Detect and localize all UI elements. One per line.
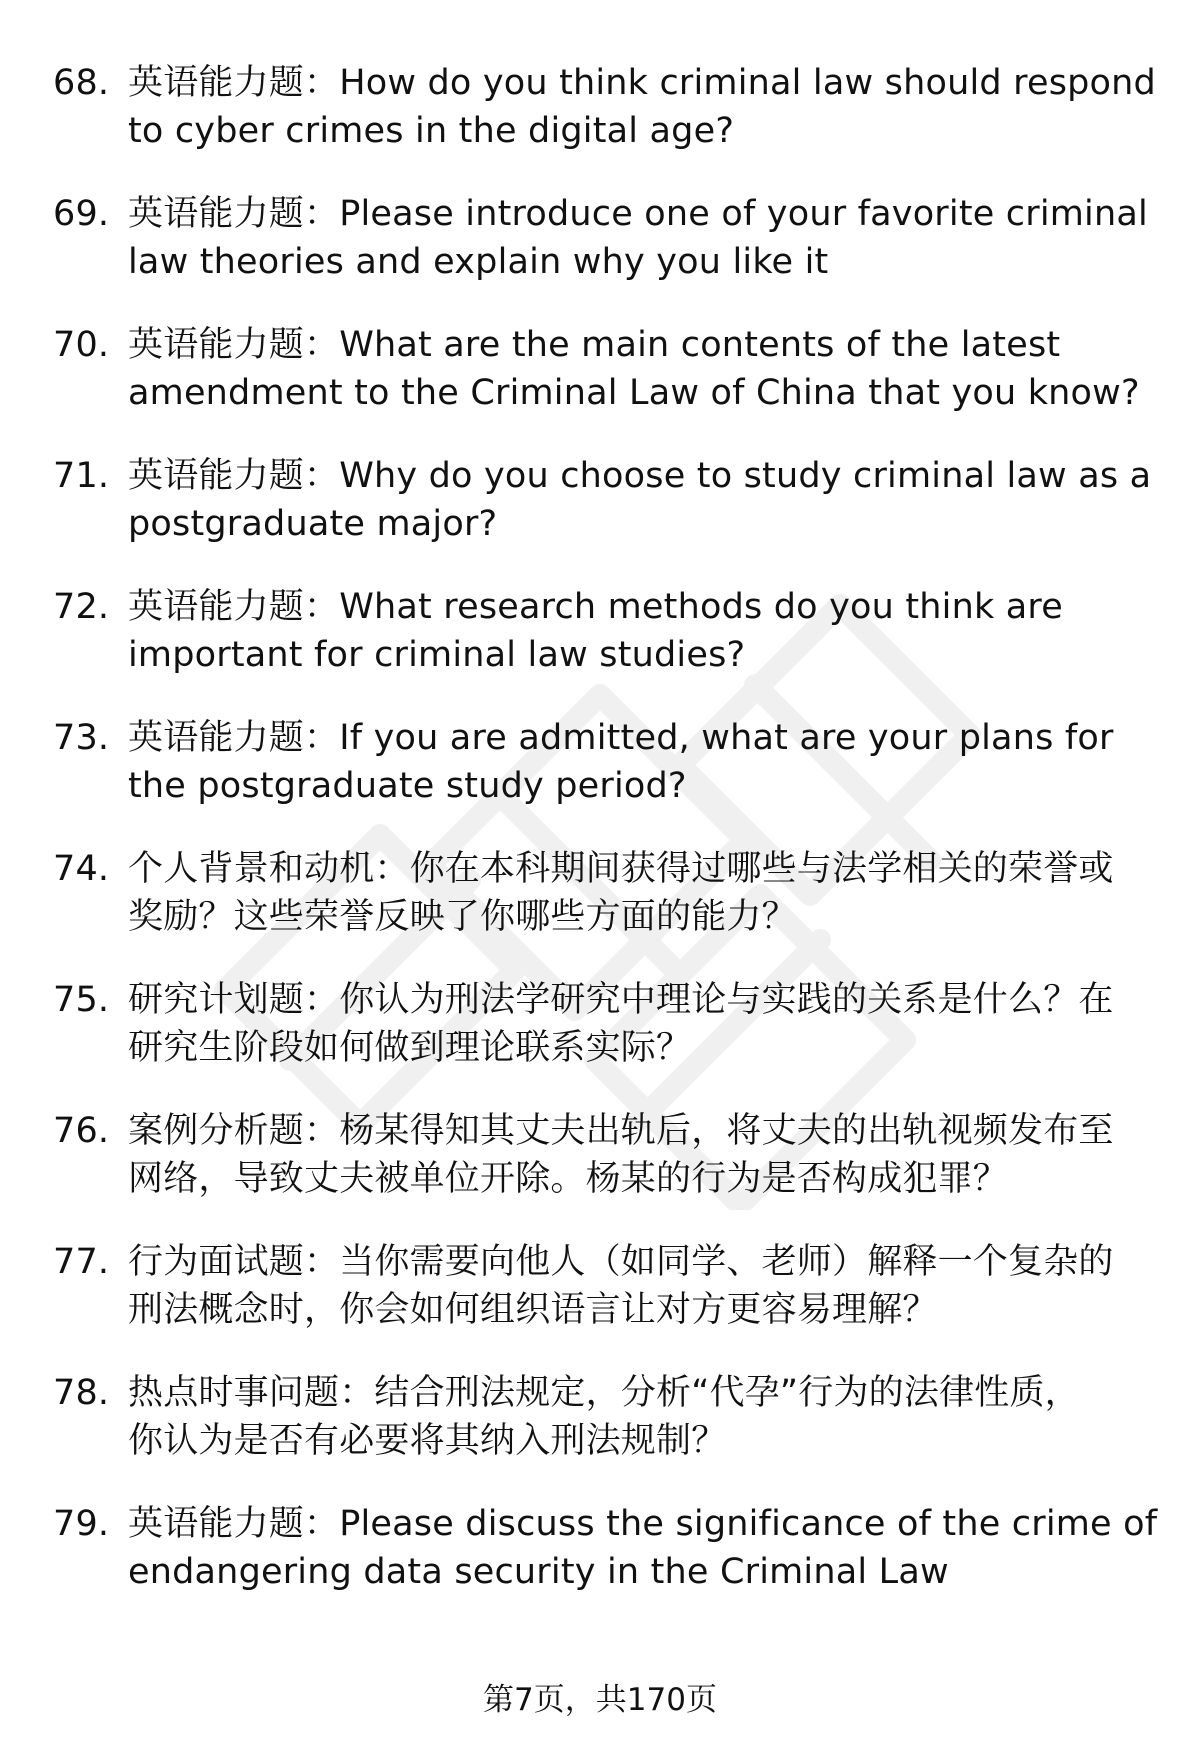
question-number: 69. [53, 194, 110, 234]
question-text: 英语能力题：Please introduce one of your favorite criminal law theories and explain why you like it [128, 194, 1148, 282]
question-text: 行为面试题：当你需要向他人（如同学、老师）解释一个复杂的 刑法概念时，你会如何组织语言让对方更容易理解？ [128, 1242, 1114, 1330]
question-item-74 [0, 845, 1200, 976]
question-text: 个人背景和动机：你在本科期间获得过哪些与法学相关的荣誉或 奖励？这些荣誉反映了你哪些方面的能力？ [128, 849, 1114, 937]
question-item-76 [0, 1107, 1200, 1238]
question-list [0, 59, 1200, 1631]
question-number: 68. [53, 63, 110, 103]
question-item-79 [0, 1500, 1200, 1631]
question-item-68 [0, 59, 1200, 190]
question-number: 70. [53, 325, 110, 365]
question-text: 案例分析题：杨某得知其丈夫出轨后，将丈夫的出轨视频发布至 网络，导致丈夫被单位开除。杨某的行为是否构成犯罪？ [128, 1111, 1114, 1199]
question-number: 76. [53, 1111, 110, 1151]
question-number: 72. [53, 587, 110, 627]
question-item-70 [0, 321, 1200, 452]
question-item-69 [0, 190, 1200, 321]
question-number: 71. [53, 456, 110, 496]
question-text: 英语能力题：If you are admitted, what are your plans for the postgraduate study period? [128, 718, 1114, 806]
question-number: 79. [53, 1504, 110, 1544]
question-number: 75. [53, 980, 110, 1020]
page-footer: 第7页，共170页 [483, 1682, 717, 1718]
question-number: 73. [53, 718, 110, 758]
question-text: 英语能力题：How do you think criminal law should respond to cyber crimes in the digital age? [128, 63, 1156, 151]
question-item-72 [0, 583, 1200, 714]
question-item-75 [0, 976, 1200, 1107]
question-text: 英语能力题：What are the main contents of the latest amendment to the Criminal Law of China that you know? [128, 325, 1140, 413]
question-item-77 [0, 1238, 1200, 1369]
question-text: 英语能力题：Why do you choose to study criminal law as a postgraduate major? [128, 456, 1152, 544]
question-text: 英语能力题：What research methods do you think are important for criminal law studies? [128, 587, 1063, 675]
question-number: 77. [53, 1242, 110, 1282]
question-number: 74. [53, 849, 110, 889]
question-text: 研究计划题：你认为刑法学研究中理论与实践的关系是什么？在 研究生阶段如何做到理论联系实际？ [128, 980, 1114, 1068]
question-text: 英语能力题：Please discuss the significance of the crime of endangering data security in the Criminal Law [128, 1504, 1158, 1592]
question-item-73 [0, 714, 1200, 845]
question-number: 78. [53, 1373, 110, 1413]
question-item-78 [0, 1369, 1200, 1500]
question-text: 热点时事问题：结合刑法规定，分析“代孕”行为的法律性质， 你认为是否有必要将其纳入刑法规制？ [128, 1373, 1080, 1461]
question-item-71 [0, 452, 1200, 583]
